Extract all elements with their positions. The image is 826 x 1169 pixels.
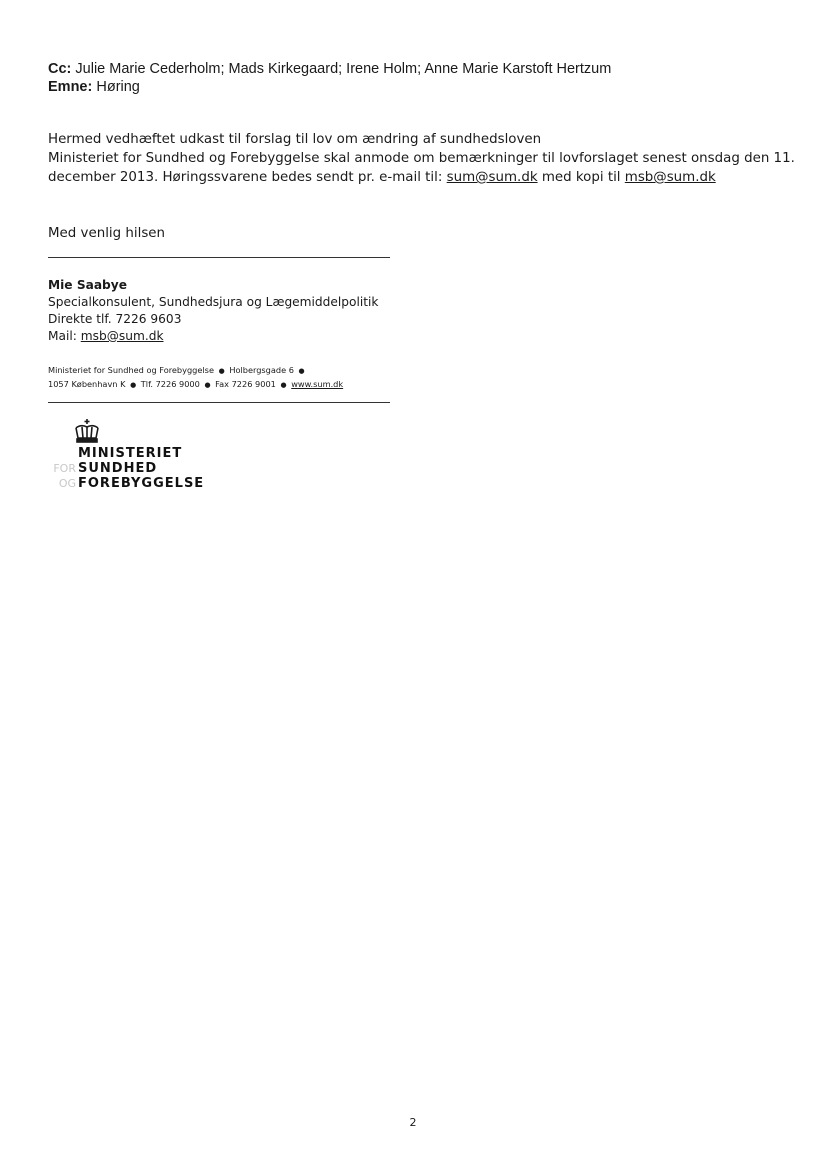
signature-name: Mie Saabye bbox=[48, 278, 127, 292]
bullet-icon: ● bbox=[218, 367, 225, 375]
address-line-1 bbox=[48, 364, 343, 378]
address-ministry: Ministeriet for Sundhed og Forebyggelse bbox=[48, 365, 214, 375]
cc-label: Cc: bbox=[48, 61, 72, 77]
website-link[interactable]: www.sum.dk bbox=[291, 378, 344, 389]
bullet-icon: ● bbox=[298, 367, 305, 375]
address-fax: Fax 7226 9001 bbox=[215, 378, 276, 389]
signature-mail-line bbox=[48, 328, 378, 345]
crown-icon bbox=[72, 418, 102, 446]
logo-row-2 bbox=[44, 461, 204, 476]
address-city: 1057 København K bbox=[48, 378, 126, 389]
subject-label: Emne: bbox=[48, 79, 93, 95]
cc-recipients: Julie Marie Cederholm; Mads Kirkegaard; Irene Holm; Anne Marie Karstoft Hertzum bbox=[75, 61, 612, 77]
signature-mail-label: Mail: bbox=[48, 329, 81, 343]
address-phone: Tlf. 7226 9000 bbox=[140, 378, 200, 389]
subject-value: Høring bbox=[96, 79, 140, 95]
ministry-logo bbox=[44, 418, 224, 498]
logo-row-3 bbox=[44, 476, 204, 491]
body-line-2: Ministeriet for Sundhed og Forebyggelse skal anmode om bemærkninger til lovforslaget senest onsdag den 11. bbox=[48, 151, 795, 166]
divider-top bbox=[48, 257, 390, 258]
bullet-icon: ● bbox=[130, 380, 137, 389]
address-block bbox=[48, 364, 343, 391]
logo-row-1 bbox=[44, 446, 204, 461]
message-body bbox=[48, 130, 795, 187]
body-line-1: Hermed vedhæftet udkast til forslag til lov om ændring af sundhedsloven bbox=[48, 132, 542, 147]
logo-word-sundhed: SUNDHED bbox=[78, 461, 158, 476]
email-link-sum[interactable]: sum@sum.dk bbox=[446, 170, 538, 185]
signature-block bbox=[48, 277, 378, 345]
logo-prefix-for: FOR bbox=[53, 462, 76, 475]
logo-word-forebyggelse: FOREBYGGELSE bbox=[78, 476, 205, 491]
body-line-3-mid: med kopi til bbox=[537, 170, 625, 185]
email-link-msb[interactable]: msb@sum.dk bbox=[624, 170, 716, 185]
divider-bottom bbox=[48, 402, 390, 403]
bullet-icon: ● bbox=[280, 380, 287, 389]
cc-line bbox=[48, 60, 611, 78]
signature-title: Specialkonsulent, Sundhedsjura og Lægemiddelpolitik bbox=[48, 295, 379, 309]
body-line-3-prefix: december 2013. Høringssvarene bedes sendt pr. e-mail til: bbox=[48, 170, 447, 185]
bullet-icon: ● bbox=[204, 380, 211, 389]
logo-prefix-og: OG bbox=[58, 477, 76, 490]
address-street: Holbergsgade 6 bbox=[229, 365, 294, 375]
signature-email-link[interactable]: msb@sum.dk bbox=[80, 329, 164, 343]
logo-wordmark bbox=[44, 446, 204, 491]
body-line-3 bbox=[48, 168, 788, 187]
closing-greeting: Med venlig hilsen bbox=[48, 226, 166, 241]
address-line-2 bbox=[48, 378, 343, 392]
page-number: 2 bbox=[409, 1116, 417, 1129]
logo-word-ministeriet: MINISTERIET bbox=[78, 446, 183, 461]
subject-line bbox=[48, 78, 140, 96]
signature-phone: Direkte tlf. 7226 9603 bbox=[48, 312, 182, 326]
